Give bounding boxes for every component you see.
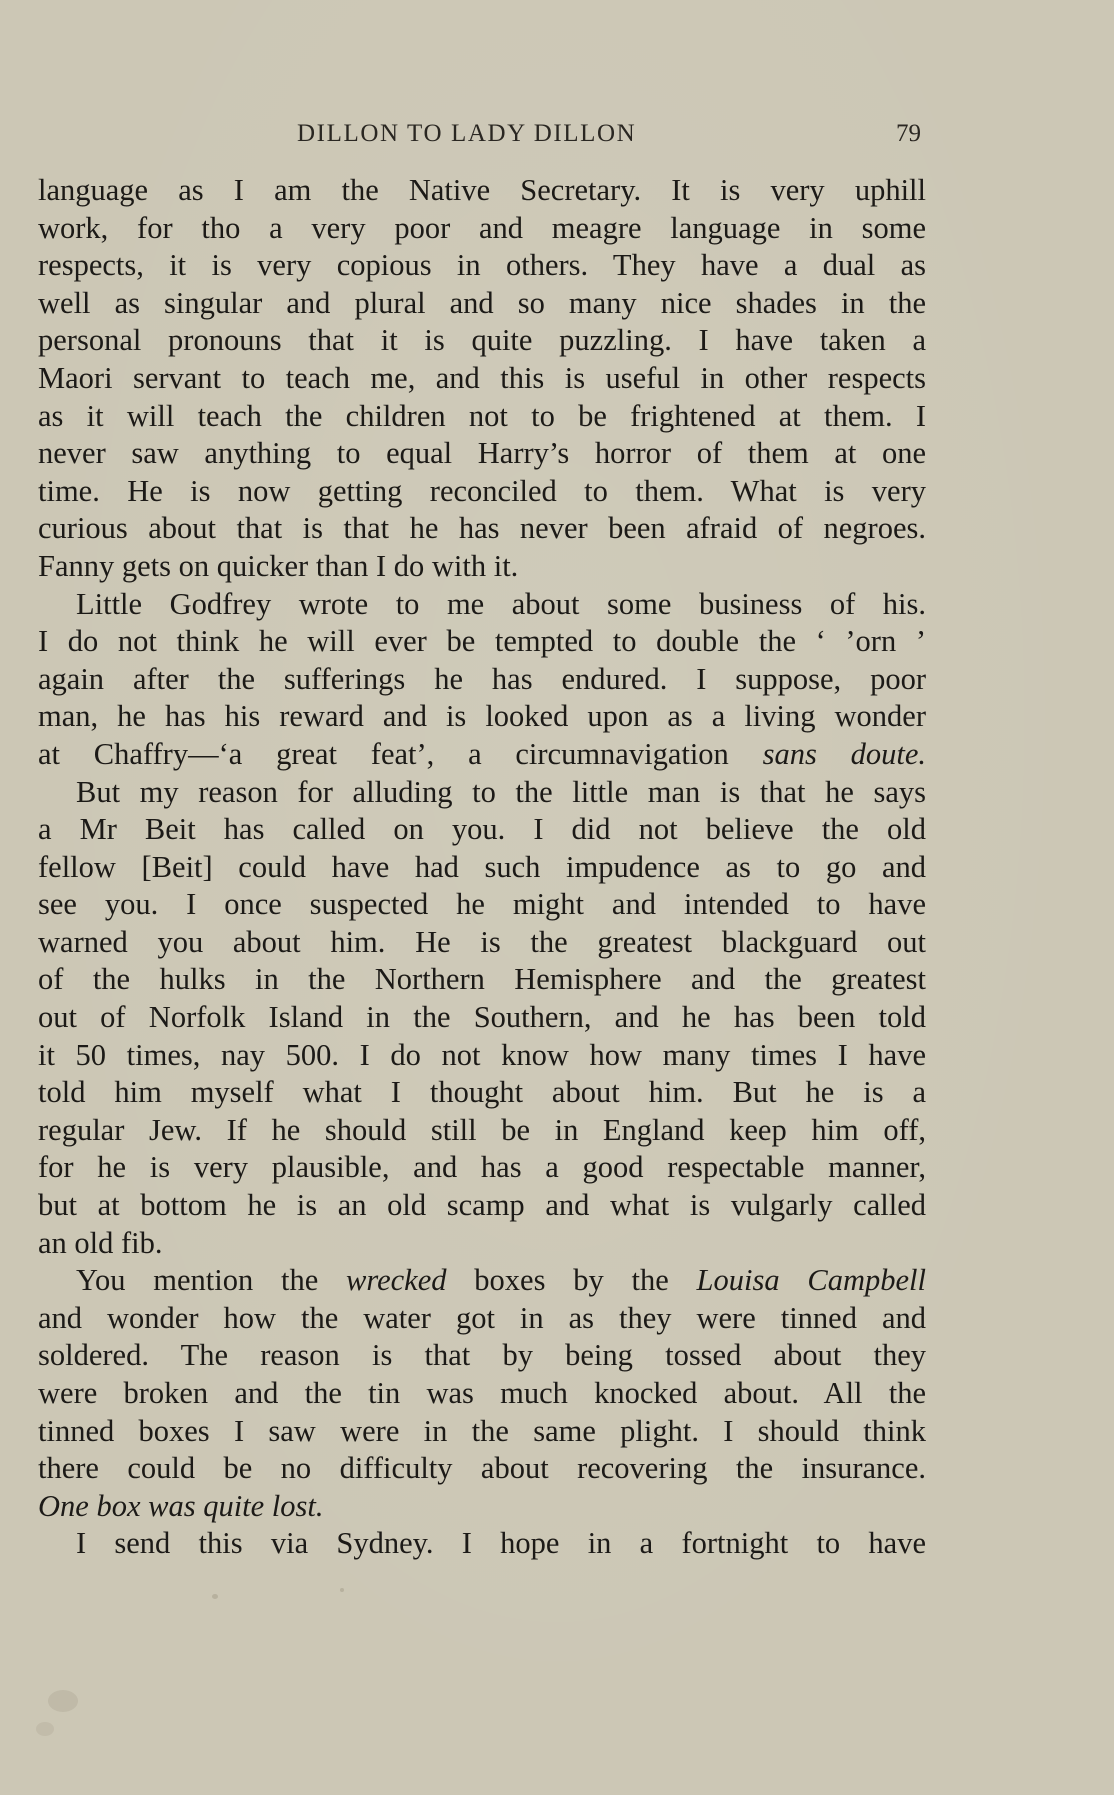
- text-line-start: at Chaffry—‘a great feat’, a circumnavigation: [38, 736, 763, 771]
- text-line: but at bottom he is an old scamp and what is vulgarly called: [38, 1188, 926, 1223]
- running-title: DILLON TO LADY DILLON: [297, 120, 637, 147]
- text-line: a Mr Beit has called on you. I did not believe the old: [38, 812, 926, 847]
- text-line: never saw anything to equal Harry’s horror of them at one: [38, 436, 926, 471]
- ship-name: Louisa Campbell: [696, 1263, 926, 1298]
- paper-speck: [36, 1722, 54, 1736]
- letter-body: [38, 172, 926, 1563]
- text-line: again after the sufferings he has endured. I suppose, poor: [38, 661, 926, 696]
- running-head: [0, 120, 1114, 156]
- text-line: work, for tho a very poor and meagre language in some: [38, 210, 926, 245]
- text-line: I send this via Sydney. I hope in a fortnight to have: [76, 1526, 926, 1561]
- text-line: were broken and the tin was much knocked about. All the: [38, 1376, 926, 1410]
- text-line: Little Godfrey wrote to me about some business of his.: [76, 586, 926, 621]
- text-line: [38, 1262, 926, 1300]
- italic-sentence: One box was quite lost.: [38, 1488, 324, 1523]
- text-line: [38, 1488, 926, 1526]
- text-line: it 50 times, nay 500. I do not know how many times I have: [38, 1037, 926, 1072]
- text-line: curious about that is that he has never been afraid of negroes.: [38, 511, 926, 546]
- page-number: 79: [896, 120, 921, 147]
- text-line: told him myself what I thought about him. But he is a: [38, 1075, 926, 1110]
- text-line: tinned boxes I saw were in the same plight. I should think: [38, 1413, 926, 1448]
- text-line: Maori servant to teach me, and this is useful in other respects: [38, 360, 926, 395]
- paper-speck: [212, 1594, 218, 1599]
- text-line: time. He is now getting reconciled to them. What is very: [38, 473, 926, 508]
- text-line: language as I am the Native Secretary. It is very uphill: [38, 173, 926, 207]
- text-line: regular Jew. If he should still be in England keep him off,: [38, 1112, 926, 1147]
- text-line: warned you about him. He is the greatest blackguard out: [38, 924, 926, 959]
- italic-word: wrecked: [346, 1263, 447, 1298]
- text-line: an old fib.: [38, 1225, 163, 1260]
- text-line: fellow [Beit] could have had such impudence as to go and: [38, 849, 926, 884]
- text-line: and wonder how the water got in as they were tinned and: [38, 1300, 926, 1335]
- text-line: there could be no difficulty about recovering the insurance.: [38, 1451, 926, 1486]
- text-line: for he is very plausible, and has a good respectable manner,: [38, 1150, 926, 1185]
- text-line: I do not think he will ever be tempted to double the ‘ ’orn ’: [38, 624, 926, 659]
- text-line: soldered. The reason is that by being tossed about they: [38, 1338, 926, 1373]
- text-line: Fanny gets on quicker than I do with it.: [38, 548, 519, 583]
- text-line-start: You mention the: [76, 1263, 347, 1298]
- text-line: personal pronouns that it is quite puzzling. I have taken a: [38, 323, 926, 358]
- text-line-middle: boxes by the: [446, 1263, 697, 1298]
- text-line: as it will teach the children not to be frightened at them. I: [38, 398, 926, 433]
- text-line: respects, it is very copious in others. They have a dual as: [38, 248, 926, 283]
- text-line: out of Norfolk Island in the Southern, and he has been told: [38, 1000, 926, 1035]
- text-line: [38, 736, 926, 774]
- text-line: of the hulks in the Northern Hemisphere and the greatest: [38, 962, 926, 997]
- italic-phrase: sans doute.: [762, 736, 926, 771]
- text-line: well as singular and plural and so many nice shades in the: [38, 285, 926, 320]
- paper-speck: [48, 1690, 78, 1712]
- text-line: man, he has his reward and is looked upon as a living wonder: [38, 699, 926, 734]
- paper-speck: [340, 1588, 344, 1592]
- text-line: But my reason for alluding to the little man is that he says: [76, 774, 926, 809]
- text-line: see you. I once suspected he might and intended to have: [38, 887, 926, 922]
